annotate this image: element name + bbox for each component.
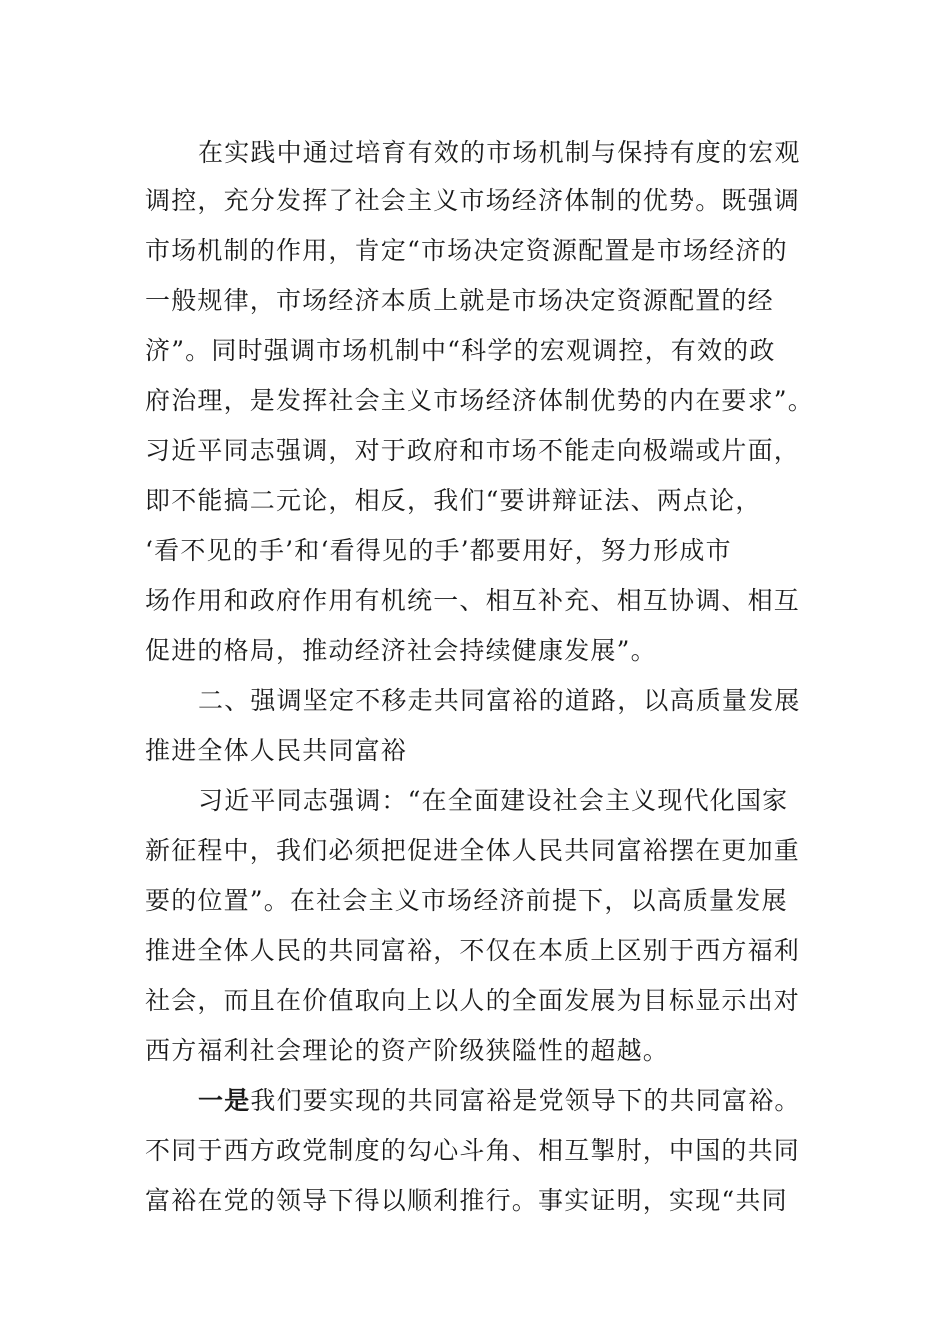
section-heading-line-2: 推进全体人民共同富裕 bbox=[145, 736, 408, 765]
paragraph-1-line-9: ‘看不见的手’和‘看得见的手’都要用好，努力形成市 bbox=[145, 536, 732, 565]
paragraph-1-line-4: 一般规律，市场经济本质上就是市场决定资源配置的经 bbox=[145, 286, 774, 315]
paragraph-2-line-1: 习近平同志强调：“在全面建设社会主义现代化国家 bbox=[198, 786, 789, 815]
paragraph-1-line-2: 调控，充分发挥了社会主义市场经济体制的优势。既强调 bbox=[145, 186, 801, 215]
paragraph-3-lead-bold: 一是 bbox=[198, 1086, 251, 1115]
paragraph-3-line-1-text: 我们要实现的共同富裕是党领导下的共同富裕。 bbox=[250, 1086, 801, 1115]
paragraph-1-line-10: 场作用和政府作用有机统一、相互补充、相互协调、相互 bbox=[145, 586, 801, 615]
paragraph-1-line-11: 促进的格局，推动经济社会持续健康发展”。 bbox=[145, 636, 657, 665]
paragraph-1-line-3: 市场机制的作用，肯定“市场决定资源配置是市场经济的 bbox=[145, 236, 788, 265]
paragraph-3-line-2: 不同于西方政党制度的勾心斗角、相互掣肘，中国的共同 bbox=[145, 1136, 801, 1165]
paragraph-3-line-1 bbox=[198, 1084, 801, 1118]
paragraph-2-line-3: 要的位置”。在社会主义市场经济前提下，以高质量发展 bbox=[145, 886, 788, 915]
paragraph-1-line-7: 习近平同志强调，对于政府和市场不能走向极端或片面， bbox=[145, 436, 801, 465]
paragraph-2-line-2: 新征程中，我们必须把促进全体人民共同富裕摆在更加重 bbox=[145, 836, 801, 865]
paragraph-1-line-8: 即不能搞二元论，相反，我们“要讲辩证法、两点论， bbox=[145, 486, 762, 515]
paragraph-3-line-3: 富裕在党的领导下得以顺利推行。事实证明，实现“共同 bbox=[145, 1186, 788, 1215]
paragraph-1-line-6: 府治理，是发挥社会主义市场经济体制优势的内在要求”。 bbox=[145, 386, 814, 415]
section-heading-line-1: 二、强调坚定不移走共同富裕的道路，以高质量发展 bbox=[198, 686, 801, 715]
paragraph-2-line-5: 社会，而且在价值取向上以人的全面发展为目标显示出对 bbox=[145, 986, 801, 1015]
paragraph-2-line-6: 西方福利社会理论的资产阶级狭隘性的超越。 bbox=[145, 1036, 670, 1065]
paragraph-2-line-4: 推进全体人民的共同富裕，不仅在本质上区别于西方福利 bbox=[145, 936, 801, 965]
paragraph-1-line-1: 在实践中通过培育有效的市场机制与保持有度的宏观 bbox=[198, 138, 801, 167]
paragraph-1-line-5: 济”。同时强调市场机制中“科学的宏观调控，有效的政 bbox=[145, 336, 776, 365]
